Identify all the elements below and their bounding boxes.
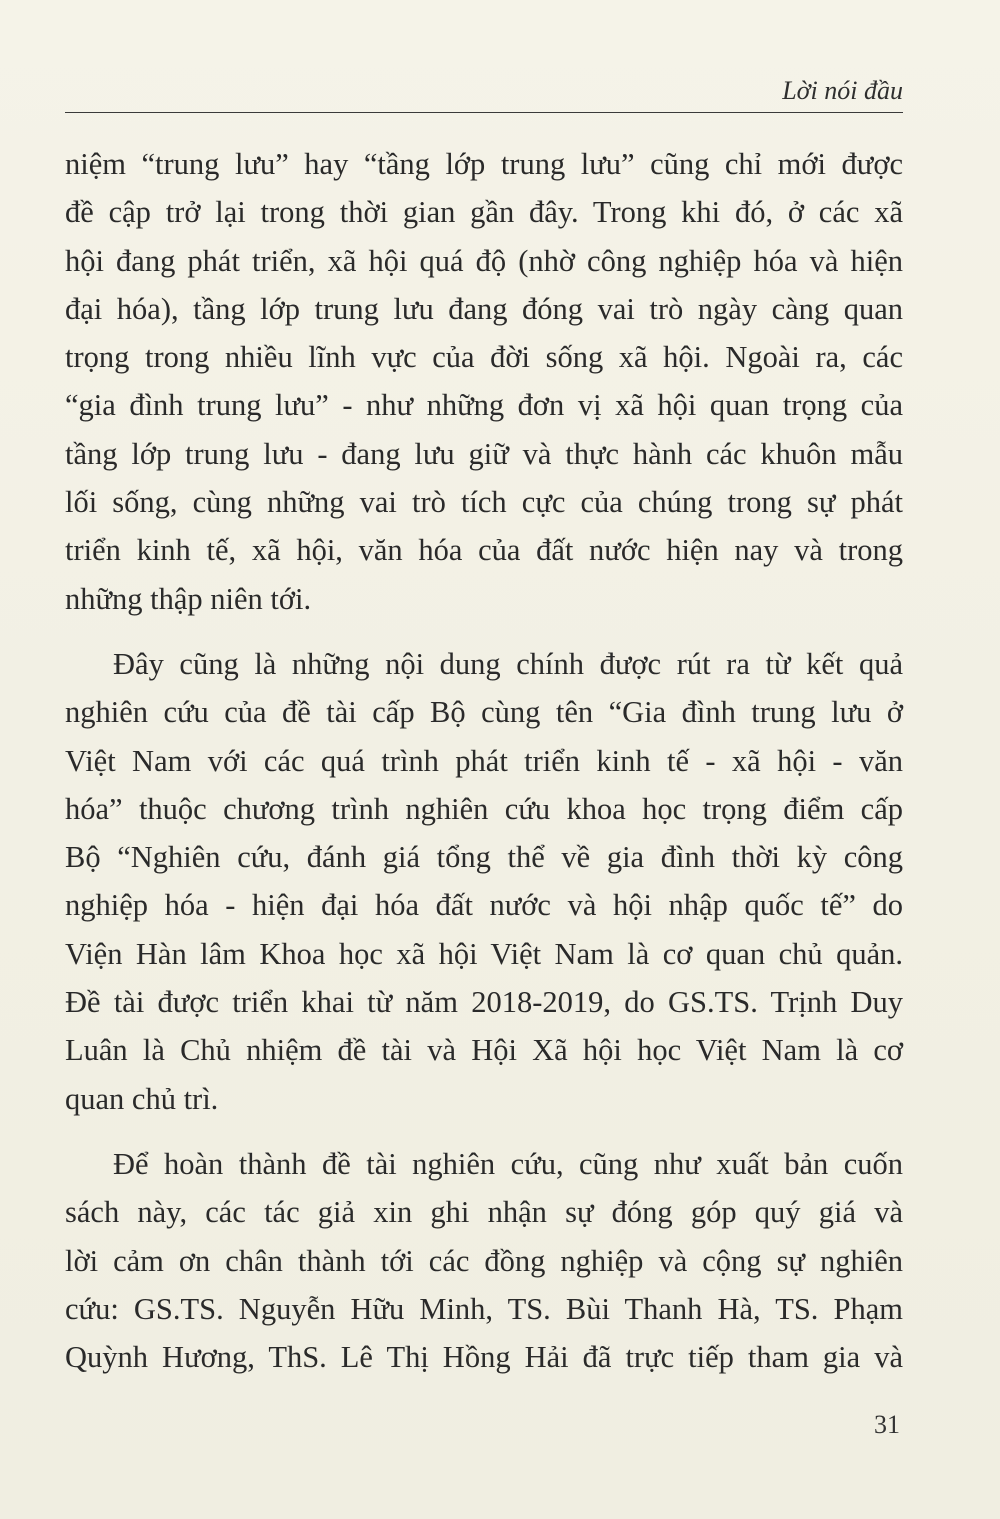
text-line: những thập niên tới. xyxy=(65,581,312,616)
text-line: Đây cũng là những nội dung chính được rút ra từ kết quả xyxy=(113,646,903,681)
paragraph-2 xyxy=(65,640,903,1123)
text-line: quan chủ trì. xyxy=(65,1081,219,1116)
text-line: Bộ “Nghiên cứu, đánh giá tổng thể về gia đình thời kỳ công xyxy=(65,840,903,875)
text-line: đề cập trở lại trong thời gian gần đây. Trong khi đó, ở các xã xyxy=(65,195,903,230)
text-line: niệm “trung lưu” hay “tầng lớp trung lưu” cũng chỉ mới được xyxy=(65,147,903,181)
text-line: nghiệp hóa - hiện đại hóa đất nước và hội nhập quốc tế” do xyxy=(65,888,903,923)
text-line: trọng trong nhiều lĩnh vực của đời sống xã hội. Ngoài ra, các xyxy=(65,340,903,375)
paragraph-1 xyxy=(65,140,903,623)
text-line: nghiên cứu của đề tài cấp Bộ cùng tên “Gia đình trung lưu ở xyxy=(65,695,903,730)
text-line: lối sống, cùng những vai trò tích cực của chúng trong sự phát xyxy=(65,485,903,520)
text-line: Để hoàn thành đề tài nghiên cứu, cũng như xuất bản cuốn xyxy=(113,1146,903,1181)
text-line: lời cảm ơn chân thành tới các đồng nghiệp và cộng sự nghiên xyxy=(65,1243,903,1278)
chapter-title: Lời nói đầu xyxy=(782,76,903,105)
text-line: Viện Hàn lâm Khoa học xã hội Việt Nam là cơ quan chủ quản. xyxy=(65,936,903,971)
text-line: sách này, các tác giả xin ghi nhận sự đóng góp quý giá và xyxy=(65,1195,903,1230)
text-line: cứu: GS.TS. Nguyễn Hữu Minh, TS. Bùi Thanh Hà, TS. Phạm xyxy=(65,1291,903,1326)
page-number: 31 xyxy=(874,1410,900,1439)
body-text xyxy=(65,140,903,1381)
paragraph-3 xyxy=(65,1140,903,1381)
text-line: Việt Nam với các quá trình phát triển kinh tế - xã hội - văn xyxy=(65,743,903,778)
text-line: Luân là Chủ nhiệm đề tài và Hội Xã hội học Việt Nam là cơ xyxy=(65,1033,903,1068)
text-line: đại hóa), tầng lớp trung lưu đang đóng vai trò ngày càng quan xyxy=(65,291,903,326)
text-line: triển kinh tế, xã hội, văn hóa của đất nước hiện nay và trong xyxy=(65,533,903,568)
text-line: “gia đình trung lưu” - như những đơn vị xã hội quan trọng của xyxy=(65,388,903,423)
text-line: hóa” thuộc chương trình nghiên cứu khoa học trọng điểm cấp xyxy=(65,791,903,826)
text-line: hội đang phát triển, xã hội quá độ (nhờ công nghiệp hóa và hiện xyxy=(65,243,903,278)
text-line: Quỳnh Hương, ThS. Lê Thị Hồng Hải đã trực tiếp tham gia và xyxy=(65,1340,903,1375)
running-header xyxy=(65,70,903,113)
text-line: Đề tài được triển khai từ năm 2018-2019, do GS.TS. Trịnh Duy xyxy=(65,985,903,1020)
text-line: tầng lớp trung lưu - đang lưu giữ và thực hành các khuôn mẫu xyxy=(65,436,903,471)
